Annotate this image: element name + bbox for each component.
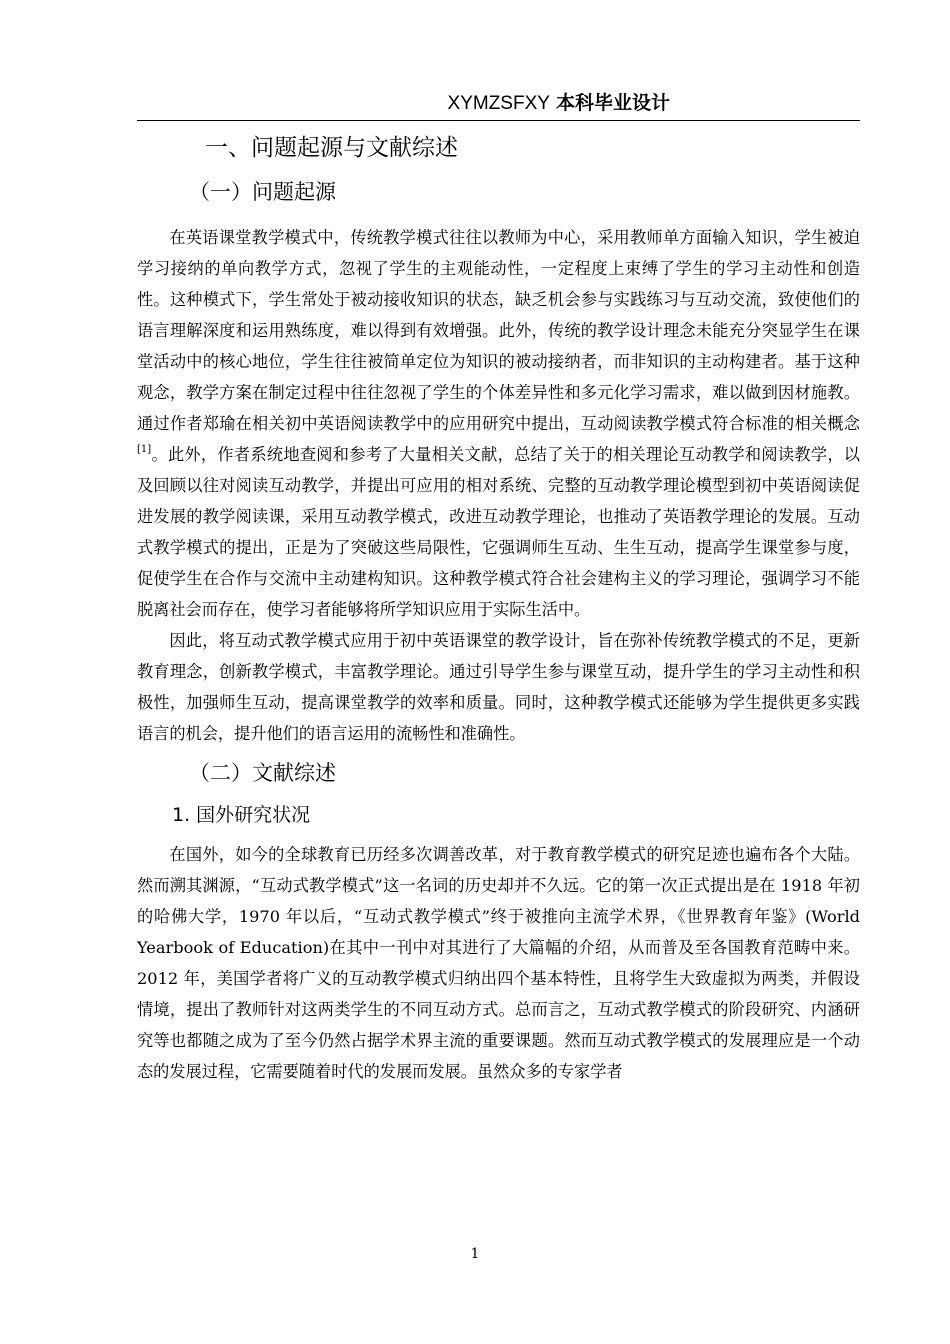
subsection-title-origin: （一）问题起源 xyxy=(189,180,336,204)
subsection-title-literature: （二）文献综述 xyxy=(189,761,336,785)
header-divider xyxy=(137,120,860,121)
paragraph-foreign-1: 在国外，如今的全球教育已历经多次调善改革，对于教育教学模式的研究足迹也遍布各个大陆。然而溯其渊源，“互动式教学模式”这一名词的历史却并不久远。它的第一次正式提出是在 1918 年初的哈佛大学，1970 年以后，“互动式教学模式”终于被推向主流学术界，《世界教育年鉴》(World Yearbook of Education)在其中一刊中对其进行了大篇幅的介绍，从而普及至各国教育范畴中来。2012 年，美国学者将广义的互动教学模式归纳出四个基本特性，且将学生大致虚拟为两类，并假设情境，提出了教师针对这两类学生的不同互动方式。总而言之，互动式教学模式的阶段研究、内涵研究等也都随之成为了至今仍然占据学术界主流的重要课题。然而互动式教学模式的发展理应是一个动态的发展过程，它需要随着时代的发展而发展。虽然众多的专家学者 xyxy=(137,845,860,1081)
citation-ref: [1] xyxy=(137,443,152,455)
document-body xyxy=(137,128,860,1087)
paragraph-text: 在英语课堂教学模式中，传统教学模式往往以教师为中心，采用教师单方面输入知识，学生被迫学习接纳的单向教学方式，忽视了学生的主观能动性，一定程度上束缚了学生的学习主动性和创造性。这种模式下，学生常处于被动接收知识的状态，缺乏机会参与实践练习与互动交流，致使他们的语言理解深度和运用熟练度，难以得到有效增强。此外，传统的教学设计理念未能充分突显学生在课堂活动中的核心地位，学生往往被简单定位为知识的被动接纳者，而非知识的主动构建者。基于这种观念，教学方案在制定过程中往往忽视了学生的个体差异性和多元化学习需求，难以做到因材施教。通过作者郑瑜在相关初中英语阅读教学中的应用研究中提出，互动阅读教学模式符合标准的相关概念 xyxy=(137,228,860,433)
subsubsection-title-foreign: 1. 国外研究状况 xyxy=(172,804,311,826)
paragraph-text: 。此外，作者系统地查阅和参考了大量相关文献，总结了关于的相关理论互动教学和阅读教学，以及回顾以往对阅读互动教学，并提出可应用的相对系统、完整的互动教学理论模型到初中英语阅读促进发展的教学阅读课，采用互动教学模式，改进互动教学理论，也推动了英语教学理论的发展。互动式教学模式的提出，正是为了突破这些局限性，它强调师生互动、生生互动，提高学生课堂参与度，促使学生在合作与交流中主动建构知识。这种教学模式符合社会建构主义的学习理论，强调学习不能脱离社会而存在，使学习者能够将所学知识应用于实际生活中。 xyxy=(137,445,860,619)
paragraph-origin-2: 因此，将互动式教学模式应用于初中英语课堂的教学设计，旨在弥补传统教学模式的不足，更新教育理念，创新教学模式，丰富教学理论。通过引导学生参与课堂互动，提升学生的学习主动性和积极性，加强师生互动，提高课堂教学的效率和质量。同时，这种教学模式还能够为学生提供更多实践语言的机会，提升他们的语言运用的流畅性和准确性。 xyxy=(137,631,860,743)
header-title: 本科毕业设计 xyxy=(555,92,670,114)
page-header xyxy=(137,88,860,119)
section-title: 一、问题起源与文献综述 xyxy=(205,135,458,161)
page-number: 1 xyxy=(470,1246,480,1262)
header-code: XYMZSFXY xyxy=(447,93,550,114)
paragraph-origin-1 xyxy=(137,222,860,625)
